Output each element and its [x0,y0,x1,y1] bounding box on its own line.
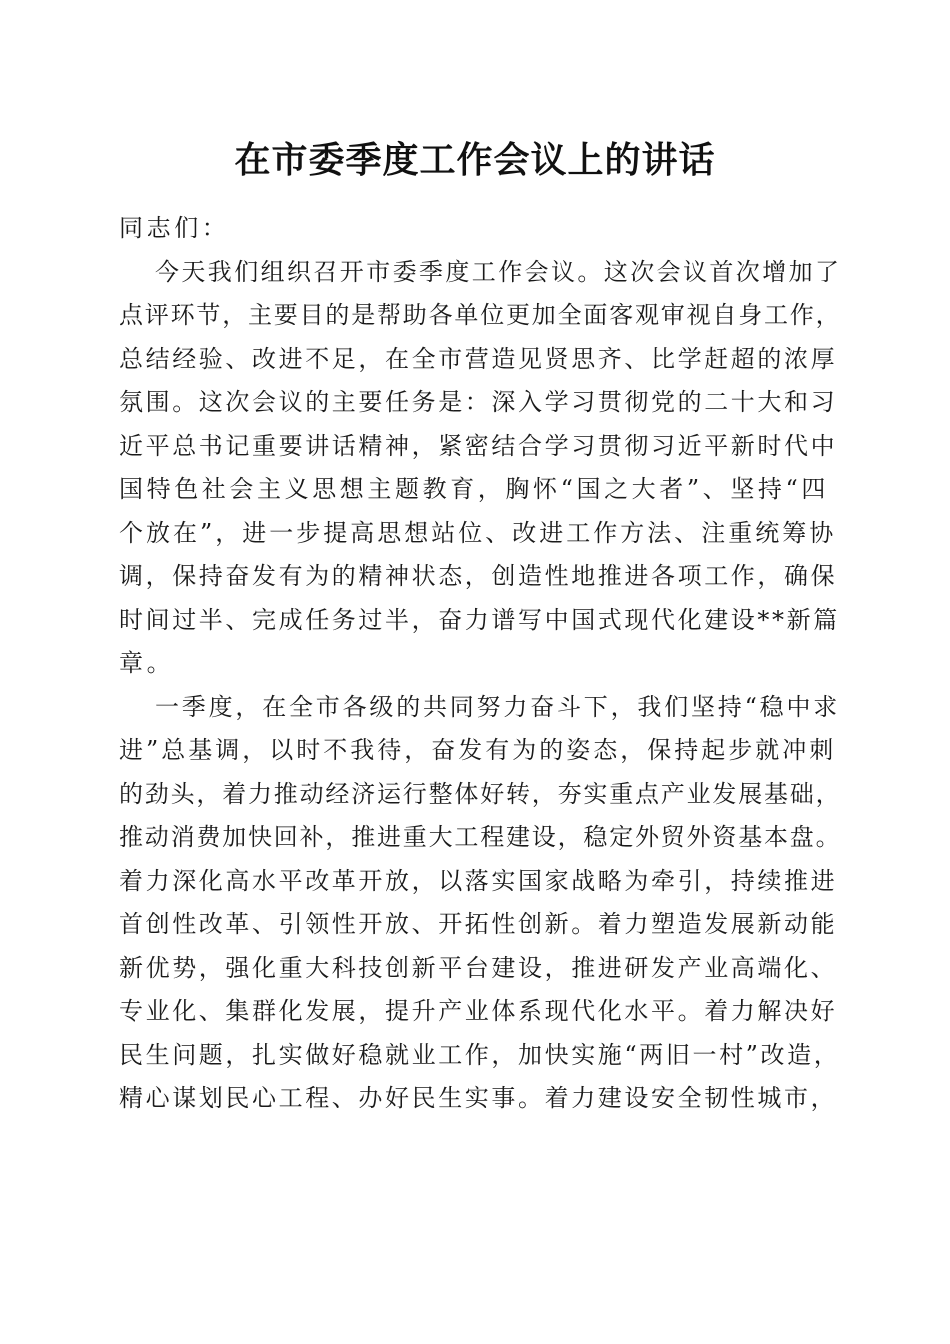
paragraph-line: 个放在”，进一步提高思想站位、改进工作方法、注重统筹协 [119,518,837,547]
paragraph-line: 氛围。这次会议的主要任务是：深入学习贯彻党的二十大和习 [119,388,838,416]
paragraph-line: 章。 [119,649,175,677]
paragraph-line: 调，保持奋发有为的精神状态，创造性地推进各项工作，确保 [119,562,838,590]
paragraph-line: 首创性改革、引领性开放、开拓性创新。着力塑造发展新动能 [119,910,838,938]
paragraph-line: 的劲头，着力推动经济运行整体好转，夯实重点产业发展基础， [119,779,842,808]
paragraph-line: 总结经验、改进不足，在全市营造见贤思齐、比学赶超的浓厚 [119,344,838,373]
paragraph-line: 近平总书记重要讲话精神，紧密结合学习贯彻习近平新时代中 [119,431,838,460]
paragraph-line: 时间过半、完成任务过半，奋力谱写中国式现代化建设**新篇 [119,605,840,634]
paragraph-line: 新优势，强化重大科技创新平台建设，推进研发产业高端化、 [119,953,838,982]
paragraph-line: 点评环节，主要目的是帮助各单位更加全面客观审视自身工作， [119,301,842,329]
paragraph-1 [119,251,841,686]
salutation: 同志们： [119,214,230,242]
paragraph-line: 推动消费加快回补，推进重大工程建设，稳定外贸外资基本盘。 [119,823,842,851]
paragraph-line: 进”总基调，以时不我待，奋发有为的姿态，保持起步就冲刺 [119,736,837,764]
paragraph-line: 精心谋划民心工程、办好民生实事。着力建设安全韧性城市， [119,1084,838,1112]
document-body [119,207,841,1121]
paragraph-line: 民生问题，扎实做好稳就业工作，加快实施“两旧一村”改造， [119,1040,841,1069]
paragraph-line: 一季度，在全市各级的共同努力奋斗下，我们坚持“稳中求 [155,692,841,721]
paragraph-2 [119,686,841,1121]
paragraph-line: 专业化、集群化发展，提升产业体系现代化水平。着力解决好 [119,997,838,1025]
document-title: 在市委季度工作会议上的讲话 [234,139,716,181]
paragraph-line: 国特色社会主义思想主题教育，胸怀“国之大者”、坚持“四 [119,475,830,503]
paragraph-line: 今天我们组织召开市委季度工作会议。这次会议首次增加了 [155,257,842,286]
paragraph-line: 着力深化高水平改革开放，以落实国家战略为牵引，持续推进 [119,866,838,895]
